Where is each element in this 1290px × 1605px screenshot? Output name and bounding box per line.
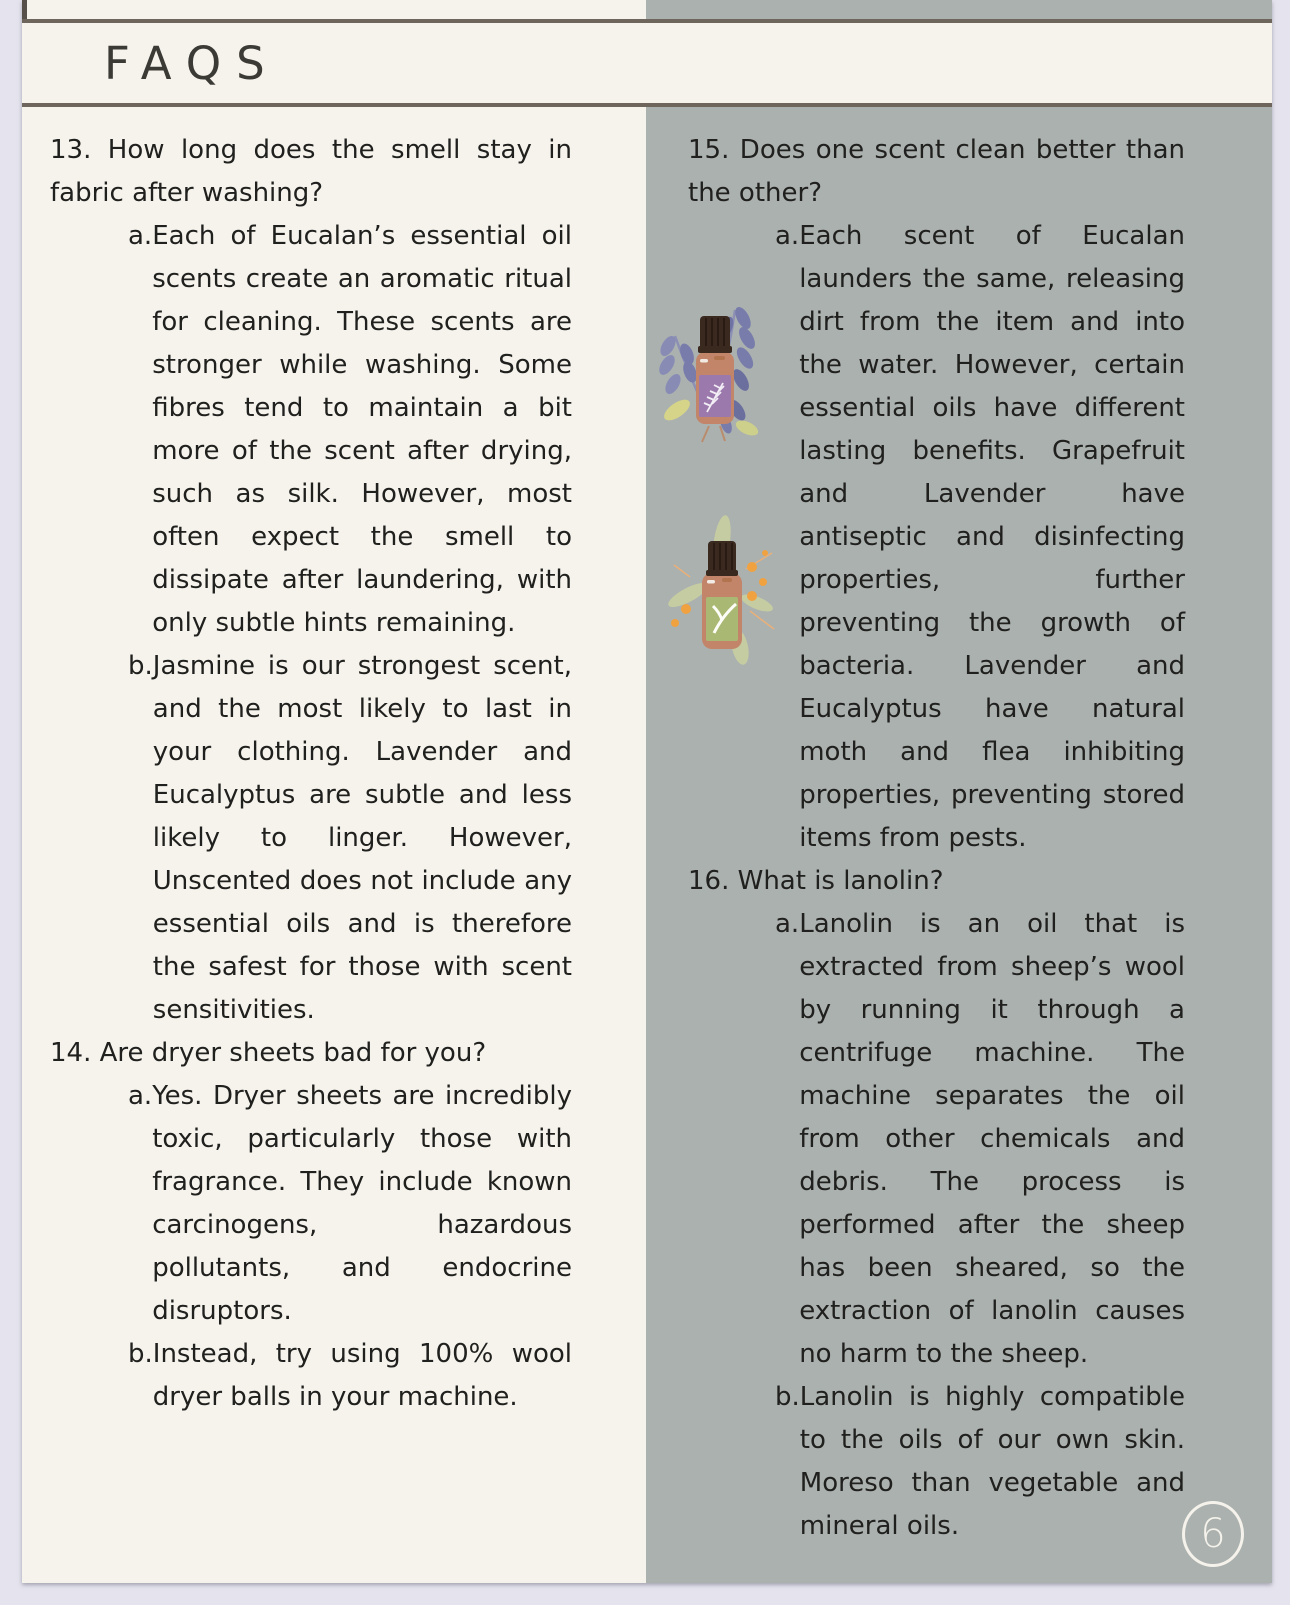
faq-page [22, 0, 1272, 1583]
page-title: FAQS [104, 36, 280, 90]
page-header [22, 19, 1272, 107]
answer-text: Instead, try using 100% wool dryer balls in your machine. [152, 1339, 572, 1412]
answer-text: Yes. Dryer sheets are incredibly toxic, particularly those with fragrance. They include known carcinogens, hazardous pollutants, and endocrine disruptors. [152, 1081, 572, 1326]
list-marker: b. [128, 651, 153, 681]
answer-text: Each scent of Eucalan launders the same, releasing dirt from the item and into the water. However, certain essential oils have different lasting benefits. Grapefruit and Lavender have antiseptic and disinfecting properties, further preventing the growth of bacteria. Lavender and Eucalyptus have natural moth and flea inhibiting properties, preventing stored items from pests. [799, 221, 1185, 853]
faq-answer-14b [50, 1333, 572, 1419]
answer-text: Lanolin is an oil that is extracted from sheep’s wool by running it through a centrifuge machine. The machine separates the oil from other chemicals and debris. The process is performed after the sheep has been sheared, so the extraction of lanolin causes no harm to the sheep. [799, 909, 1185, 1369]
list-marker: a. [128, 221, 153, 251]
page-number: 6 [1200, 1511, 1226, 1557]
faq-question-14: 14. Are dryer sheets bad for you? [50, 1038, 487, 1068]
faq-column-left [22, 107, 646, 1548]
faq-question-15: 15. Does one scent clean better than the other? [688, 135, 1185, 208]
faq-answer-13b [50, 645, 572, 1032]
lavender-oil-bottle-icon [647, 298, 777, 445]
sparkle-oil-bottle-icon [662, 515, 782, 667]
list-marker: a. [128, 1081, 153, 1111]
faq-answer-16a [688, 903, 1185, 1376]
faq-answer-16b [688, 1376, 1185, 1548]
lavender-bottle [696, 316, 734, 424]
faq-question-16: 16. What is lanolin? [688, 866, 944, 896]
sparkle-bottle [702, 541, 742, 649]
list-marker: b. [775, 1382, 800, 1412]
faq-answer-13a [50, 215, 572, 645]
answer-text: Lanolin is highly compatible to the oils of our own skin. Moreso than vegetable and mineral oils. [799, 1382, 1185, 1541]
list-marker: b. [128, 1339, 153, 1369]
page-edge-mark [22, 0, 27, 20]
list-marker: a. [775, 909, 800, 939]
answer-text: Each of Eucalan’s essential oil scents create an aromatic ritual for cleaning. These scents are stronger while washing. Some fibres tend to maintain a bit more of the scent after drying, such as silk. However, most often expect the smell to dissipate after laundering, with only subtle hints remaining. [152, 221, 572, 638]
faq-question-13: 13. How long does the smell stay in fabric after washing? [50, 135, 572, 208]
faq-answer-14a [50, 1075, 572, 1333]
answer-text: Jasmine is our strongest scent, and the most likely to last in your clothing. Lavender and Eucalyptus are subtle and less likely to linger. However, Unscented does not include any essential oils and is therefore the safest for those with scent sensitivities. [152, 651, 572, 1025]
page-number-badge [1182, 1501, 1244, 1567]
list-marker: a. [775, 221, 800, 251]
